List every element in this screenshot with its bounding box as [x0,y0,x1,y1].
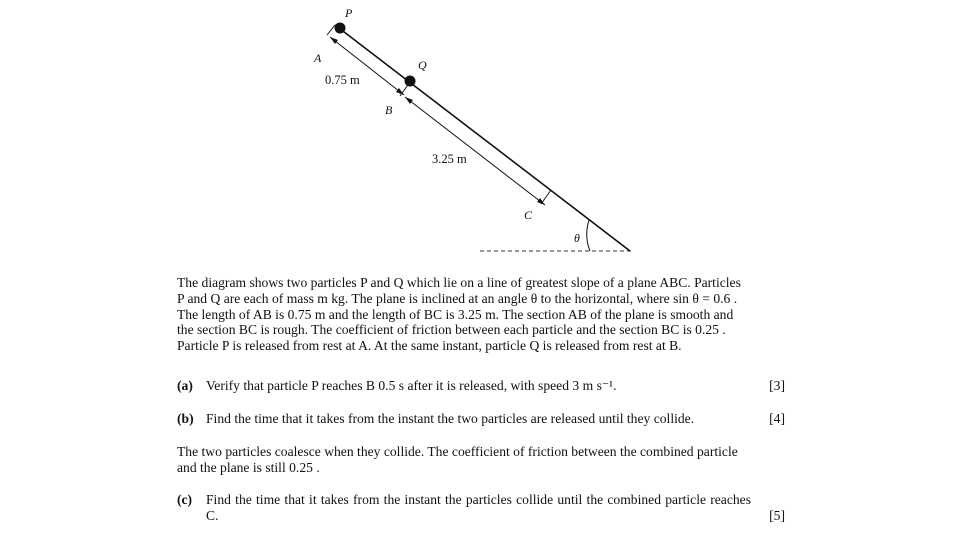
bc-arrow-b [405,97,413,104]
question-a [177,378,789,396]
label-p: P [345,6,353,20]
question-c-marks: [5] [769,508,785,523]
question-b-marks: [4] [769,411,785,426]
question-a-text: Verify that particle P reaches B 0.5 s after it is released, with speed 3 m s⁻¹. [206,378,617,393]
question-a-label: (a) [177,378,193,393]
problem-intro [177,275,789,354]
intro-line: The diagram shows two particles P and Q which lie on a line of greatest slope of a plane ABC. Particles [177,275,741,290]
question-a-marks: [3] [769,378,785,393]
question-b-label: (b) [177,411,194,426]
intro-line: Particle P is released from rest at A. At the same instant, particle Q is released from rest at B. [177,338,682,354]
label-bc-length: 3.25 m [432,152,467,166]
particle-p [335,23,346,34]
label-ab-length: 0.75 m [325,73,360,87]
intro-line: P and Q are each of mass m kg. The plane is inclined at an angle θ to the horizontal, where sin θ = 0.6 . [177,290,738,306]
question-c-label: (c) [177,492,193,507]
label-b: B [385,103,393,117]
coalesce-note [177,444,789,476]
intro-line: the section BC is rough. The coefficient of friction between each particle and the section BC is 0.25 . [177,322,726,338]
theta-angle-arc [587,220,590,251]
tick-c [541,190,551,204]
question-b [177,411,789,429]
label-theta: θ [574,231,580,245]
question-b-text: Find the time that it takes from the instant the two particles are released until they collide. [206,411,695,426]
label-a: A [314,51,322,65]
note-line: The two particles coalesce when they collide. The coefficient of friction between the combined particle [177,444,738,459]
note-line: and the plane is still 0.25 . [177,459,320,475]
intro-line: The length of AB is 0.75 m and the length of BC is 3.25 m. The section AB of the plane is smooth and [177,306,734,322]
inclined-plane-line [335,25,630,251]
bc-dimension-line [405,97,545,205]
label-c: C [524,208,533,222]
tick-a [327,25,335,35]
question-c [177,492,789,526]
question-c-text: Find the time that it takes from the instant the particles collide until the combined particle reaches C. [206,492,751,523]
label-q: Q [418,58,427,72]
particle-q [405,76,416,87]
